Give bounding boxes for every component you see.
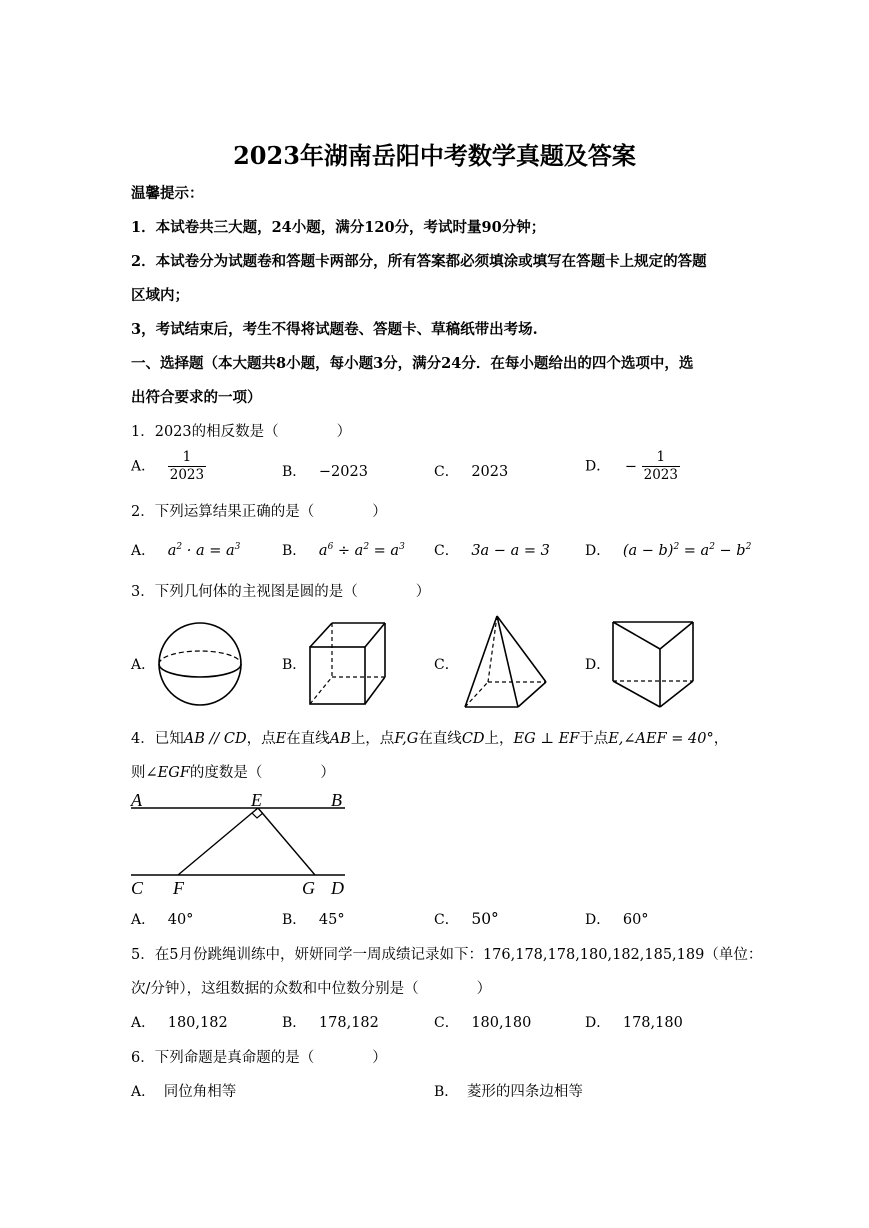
label-g: G [302,878,315,898]
sphere-figure [150,617,250,712]
parallel-lines-figure [128,786,358,901]
question-4-option-d [585,909,649,929]
formula-part: (a − b) [622,543,674,559]
option-label: C． [434,1015,459,1031]
question-5-option-b [282,1012,379,1032]
section-heading: 一、选择题（本大题共8小题，每小题3分，满分24分．在每小题给出的四个选项中，选 [131,355,694,372]
question-4-option-c [434,909,499,929]
option-label: D． [585,543,611,559]
stem-text: 上，点 [350,731,395,747]
question-2-option-c [434,540,550,560]
question-4-stem [131,727,728,748]
formula [319,543,405,559]
fraction [642,449,680,484]
label-d: D [331,878,344,898]
label-a: A [131,790,142,810]
fraction [168,449,206,484]
pyramid-figure [460,612,555,712]
question-3-option-b-label: B． [282,657,307,673]
stem-text: 4．已知 [131,731,184,747]
label-b: B [331,790,342,810]
formula: E [275,731,287,747]
question-3-stem: 3．下列几何体的主视图是圆的是（ ） [131,584,431,600]
question-4-option-b [282,909,345,929]
formula [168,543,241,559]
option-text: 40° [167,912,194,928]
stem-text: 于点 [579,731,609,747]
formula: AB [329,731,351,747]
option-text: 50° [471,910,499,928]
option-label: A． [131,912,156,928]
option-label: C． [434,912,459,928]
question-5-stem-cont: 次/分钟），这组数据的众数和中位数分别是（ ） [131,981,492,997]
option-text: 2023 [471,464,509,480]
option-text: 菱形的四条边相等 [466,1084,583,1100]
formula-part: = a [369,543,400,559]
option-text: 180,180 [471,1015,532,1031]
question-1-stem: 1．2023的相反数是（ ） [131,424,352,440]
option-label: A． [131,543,156,559]
option-text: 同位角相等 [163,1084,237,1100]
formula-part: · a = a [182,543,235,559]
formula-part: a [167,543,177,559]
question-2-option-d [585,540,751,560]
question-3-option-d-label: D． [585,657,611,673]
option-label: B． [282,1015,307,1031]
option-label: C． [434,464,459,480]
question-5-option-a [131,1012,228,1032]
formula-part: − b [714,543,746,559]
stem-text: 在直线 [418,731,462,747]
formula: CD [461,731,485,747]
formula: EG ⊥ EF [513,731,580,747]
notice-heading: 温馨提示： [131,185,204,202]
option-label: B． [282,464,307,480]
option-label: B． [434,1084,459,1100]
question-3-option-c-label: C． [434,657,459,673]
exponent: 2 [745,542,752,552]
notice-item-2-cont: 区域内； [131,287,189,304]
question-3-option-a-label: A． [131,657,156,673]
option-text: 45° [318,912,345,928]
section-heading-cont: 出符合要求的一项） [131,389,262,406]
page-title: 2023年湖南岳阳中考数学真题及答案 [233,141,636,170]
option-text: −2023 [318,464,368,480]
question-6-option-b [434,1080,583,1101]
denominator: 2023 [643,467,678,483]
question-1-option-a [131,449,206,484]
question-2-option-a [131,540,240,560]
exponent: 3 [234,542,241,552]
exponent: 2 [709,542,715,552]
formula: AB // CD [183,731,247,747]
formula-part: a [318,543,328,559]
numerator: 1 [168,449,206,467]
notice-item-3: 3，考试结束后，考生不得将试题卷、答题卡、草稿纸带出考场. [131,321,538,338]
formula: ∠EGF [145,765,190,781]
question-1-option-c [434,461,508,481]
formula-part: ÷ a [333,543,364,559]
exponent: 6 [327,542,334,552]
stem-text: 则 [131,765,146,781]
stem-text: 的度数是（ ） [189,765,335,781]
question-4-stem-cont [131,761,335,782]
formula [623,543,751,559]
stem-text: 上， [484,731,514,747]
minus-sign: − [624,458,637,475]
option-label: D． [585,1015,611,1031]
option-label: A． [131,1015,156,1031]
formula: F,G [394,731,419,747]
option-text: 180,182 [167,1015,228,1031]
option-label: A． [131,458,156,475]
stem-text: ，点 [246,731,276,747]
prism-figure [608,617,698,712]
question-4-option-a [131,909,193,929]
label-c: C [131,878,144,898]
option-text: 178,180 [622,1015,683,1031]
formula: 3a − a = 3 [471,543,550,559]
question-5-stem: 5．在5月份跳绳训练中，妍妍同学一周成绩记录如下：176,178,178,180,182,185,189（单位： [131,947,763,963]
exponent: 2 [176,542,183,552]
question-5-option-c [434,1012,531,1032]
exponent: 2 [363,542,370,552]
option-label: B． [282,912,307,928]
exponent: 2 [673,542,680,552]
formula: E,∠AEF = 40° [608,731,714,747]
formula-part: = a [679,543,710,559]
option-text: 178,182 [318,1015,379,1031]
question-6-stem: 6．下列命题是真命题的是（ ） [131,1050,387,1066]
question-2-option-b [282,540,405,560]
option-label: C． [434,543,459,559]
label-e: E [251,790,262,810]
question-2-stem: 2．下列运算结果正确的是（ ） [131,504,387,520]
numerator: 1 [642,449,680,467]
question-6-option-a [131,1080,236,1101]
option-label: D． [585,912,611,928]
cube-figure [305,617,390,712]
denominator: 2023 [169,467,205,483]
question-1-option-b [282,461,368,481]
exponent: 3 [399,542,405,552]
notice-item-1: 1．本试卷共三大题，24小题，满分120分，考试时量90分钟； [131,219,546,236]
stem-text: ， [713,731,729,747]
question-5-option-d [585,1012,683,1032]
option-label: D． [585,458,611,475]
option-text: 60° [622,912,649,928]
option-label: A． [131,1084,156,1100]
option-label: B． [282,543,307,559]
stem-text: 在直线 [286,731,330,747]
question-1-option-d [585,449,680,484]
notice-item-2: 2．本试卷分为试题卷和答题卡两部分，所有答案都必须填涂或填写在答题卡上规定的答题 [131,253,707,270]
label-f: F [173,878,184,898]
